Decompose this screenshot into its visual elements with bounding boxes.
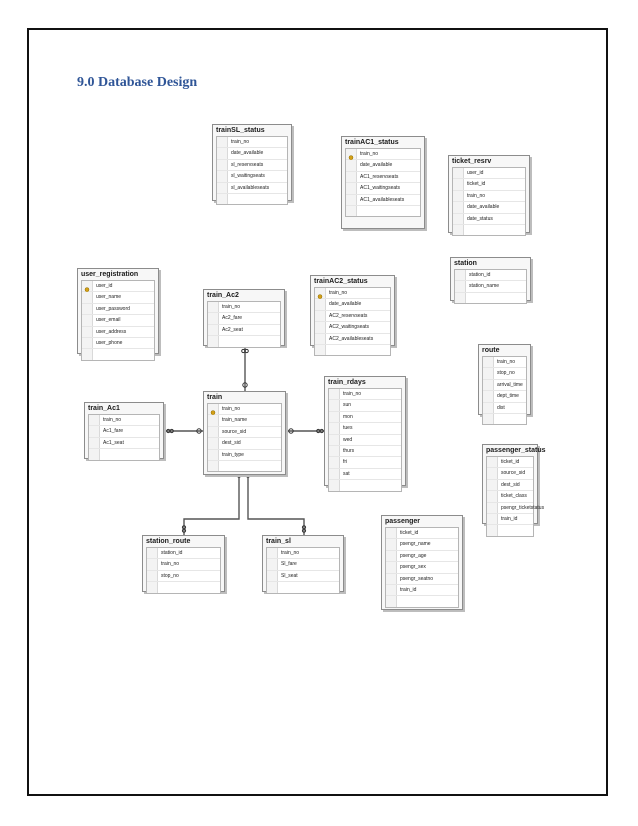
row-selector (82, 304, 93, 314)
row-selector (217, 160, 228, 170)
row-selector (315, 322, 326, 332)
column-name: sl_waitingseats (231, 173, 265, 180)
column-name: train_id (400, 586, 417, 593)
column-row[interactable] (208, 325, 280, 336)
table-trainac1-status[interactable] (341, 136, 425, 229)
column-name: dest_sid (222, 440, 241, 447)
column-name: train_id (501, 515, 518, 522)
table-passenger[interactable] (381, 515, 463, 610)
row-selector (315, 334, 326, 344)
column-name: train_no (360, 151, 379, 157)
table-user-registration[interactable] (77, 268, 159, 354)
column-name: source_sid (222, 428, 247, 435)
column-row[interactable] (487, 514, 533, 525)
column-row[interactable] (483, 368, 526, 379)
row-selector (147, 571, 158, 581)
column-row[interactable] (483, 403, 526, 414)
row-selector (455, 281, 466, 291)
column-name: user_id (467, 170, 484, 176)
table-title: ticket_resrv (452, 158, 492, 165)
table-columns (314, 287, 391, 356)
column-name: date_available (329, 301, 362, 308)
row-selector (483, 380, 494, 390)
column-name: train_no (467, 192, 486, 199)
table-columns (385, 527, 459, 608)
column-name: AC2_waitingseats (329, 324, 370, 331)
column-row[interactable] (455, 270, 526, 281)
empty-row[interactable] (315, 345, 390, 355)
empty-row[interactable] (329, 480, 401, 490)
row-selector (208, 427, 219, 437)
column-name: Sl_fare (281, 561, 297, 568)
empty-row[interactable] (346, 206, 420, 216)
table-train-ac1[interactable] (84, 402, 164, 459)
row-selector (329, 423, 340, 433)
column-row[interactable] (267, 559, 339, 570)
column-name: psengr_ticketstatus (501, 504, 545, 511)
row-selector (267, 559, 278, 569)
column-name: date_available (360, 162, 393, 169)
column-row[interactable] (346, 195, 420, 206)
column-row[interactable] (453, 191, 525, 202)
column-name: sun (343, 402, 352, 409)
column-name: date_available (231, 150, 264, 157)
row-selector (386, 562, 397, 572)
table-ticket-resrv[interactable] (448, 155, 530, 233)
row-selector (487, 480, 498, 490)
table-trainsl-status[interactable] (212, 124, 292, 201)
column-row[interactable] (346, 149, 420, 160)
column-row[interactable] (82, 338, 154, 349)
primary-key-icon (316, 289, 324, 297)
table-columns (207, 403, 282, 472)
row-selector (487, 514, 498, 524)
column-name: station_name (469, 283, 500, 290)
column-row[interactable] (453, 168, 525, 179)
column-row[interactable] (315, 334, 390, 345)
column-row[interactable] (453, 202, 525, 213)
column-name: wed (343, 436, 353, 443)
row-selector (329, 389, 340, 399)
column-name: psengr_sex (400, 564, 426, 571)
column-row[interactable] (82, 304, 154, 315)
column-name: dist (497, 404, 505, 411)
column-name: user_id (96, 283, 113, 289)
table-title: user_registration (81, 271, 139, 278)
table-title: trainAC1_status (345, 139, 399, 146)
column-name: Ac1_seat (103, 439, 124, 446)
column-row[interactable] (487, 491, 533, 502)
relation-line-train-sl[interactable] (248, 476, 304, 535)
column-name: arrival_time (497, 381, 523, 388)
infinity-icon (242, 349, 249, 352)
column-row[interactable] (453, 179, 525, 190)
table-columns (216, 136, 288, 205)
table-columns (482, 356, 527, 425)
table-title: train_rdays (328, 379, 366, 386)
table-title: passenger (385, 518, 421, 525)
column-row[interactable] (82, 315, 154, 326)
table-passenger-status[interactable] (482, 444, 546, 524)
row-selector (346, 195, 357, 205)
row-selector (217, 194, 228, 204)
column-row[interactable] (487, 503, 545, 514)
column-row[interactable] (82, 292, 154, 303)
row-selector (82, 327, 93, 337)
row-selector (453, 214, 464, 224)
column-name: train_no (231, 139, 250, 145)
column-name: tues (343, 425, 353, 432)
column-row[interactable] (386, 562, 458, 573)
table-columns (486, 456, 545, 537)
column-name: dept_time (497, 393, 519, 400)
column-row[interactable] (487, 480, 533, 491)
row-selector (487, 491, 498, 501)
column-name: ticket_id (501, 459, 520, 465)
row-selector (346, 172, 357, 182)
column-name: psengr_seatno (400, 575, 434, 582)
row-selector (217, 148, 228, 158)
row-selector (329, 446, 340, 456)
row-selector (208, 336, 219, 346)
column-row[interactable] (386, 574, 458, 585)
table-title: station (454, 260, 477, 267)
table-title: station_route (146, 538, 191, 545)
column-name: user_email (96, 317, 121, 324)
column-row[interactable] (329, 435, 401, 446)
row-selector (386, 574, 397, 584)
column-name: train_no (281, 550, 300, 556)
row-selector (147, 548, 158, 558)
column-name: source_sid (501, 470, 526, 477)
column-row[interactable] (208, 415, 281, 426)
table-train-rdays[interactable] (324, 376, 406, 486)
table-title: trainAC2_status (314, 278, 368, 285)
column-row[interactable] (147, 571, 220, 582)
row-selector (329, 412, 340, 422)
column-name: stop_no (497, 370, 515, 377)
column-name: train_no (222, 406, 241, 412)
column-row[interactable] (267, 548, 339, 559)
column-row[interactable] (483, 391, 526, 402)
column-name: user_password (96, 305, 130, 312)
column-name: AC2_reservseats (329, 312, 368, 319)
column-row[interactable] (455, 281, 526, 292)
row-selector (483, 403, 494, 413)
column-name: train_no (222, 304, 241, 310)
row-selector (453, 168, 464, 178)
row-selector (208, 313, 219, 323)
empty-row[interactable] (147, 582, 220, 592)
row-selector (487, 468, 498, 478)
column-name: date_available (467, 204, 500, 211)
column-name: AC1_reservseats (360, 173, 399, 180)
column-name: psengr_age (400, 552, 427, 559)
column-name: sat (343, 470, 350, 477)
empty-row[interactable] (267, 582, 339, 592)
empty-row[interactable] (455, 293, 526, 303)
column-name: sl_reservseats (231, 161, 264, 168)
page-title: 9.0 Database Design (77, 75, 198, 90)
table-trainac2-status[interactable] (310, 275, 395, 346)
row-selector (217, 137, 228, 147)
row-selector (208, 461, 219, 471)
column-row[interactable] (208, 404, 281, 415)
row-selector (267, 582, 278, 592)
column-name: train_no (343, 391, 362, 397)
column-row[interactable] (386, 528, 458, 539)
table-station-route[interactable] (142, 535, 225, 592)
column-row[interactable] (346, 172, 420, 183)
column-row[interactable] (386, 585, 458, 596)
empty-row[interactable] (453, 225, 525, 235)
column-name: user_name (96, 294, 122, 301)
row-selector (487, 525, 498, 535)
primary-key-icon (83, 282, 91, 290)
column-row[interactable] (208, 313, 280, 324)
row-selector (329, 457, 340, 467)
row-selector (346, 160, 357, 170)
row-selector (89, 426, 100, 436)
column-row[interactable] (329, 469, 401, 480)
column-name: user_phone (96, 339, 123, 346)
row-selector (82, 292, 93, 302)
column-row[interactable] (453, 214, 525, 225)
row-selector (217, 183, 228, 193)
relation-line-train-station-route[interactable] (184, 476, 239, 535)
table-columns (146, 547, 221, 594)
column-row[interactable] (329, 446, 401, 457)
row-selector (89, 438, 100, 448)
row-selector (315, 299, 326, 309)
column-row[interactable] (487, 468, 533, 479)
column-name: station_id (469, 272, 491, 278)
column-row[interactable] (82, 281, 154, 292)
column-row[interactable] (346, 160, 420, 171)
row-selector (267, 548, 278, 558)
column-name: train_no (329, 290, 348, 296)
column-row[interactable] (315, 288, 390, 299)
column-name: sl_availableseats (231, 184, 270, 191)
row-selector (208, 438, 219, 448)
empty-row[interactable] (386, 596, 458, 606)
column-row[interactable] (208, 450, 281, 461)
row-selector (267, 571, 278, 581)
column-name: date_status (467, 215, 493, 222)
row-selector (455, 270, 466, 280)
column-name: AC1_waitingseats (360, 185, 401, 192)
table-columns (81, 280, 155, 361)
column-row[interactable] (89, 415, 159, 426)
row-selector (329, 480, 340, 490)
column-row[interactable] (329, 389, 401, 400)
column-row[interactable] (386, 551, 458, 562)
table-route[interactable] (478, 344, 531, 415)
column-row[interactable] (208, 427, 281, 438)
table-title: route (482, 347, 500, 354)
column-row[interactable] (267, 571, 339, 582)
column-row[interactable] (217, 137, 287, 148)
row-selector (82, 349, 93, 359)
empty-row[interactable] (487, 525, 533, 535)
column-row[interactable] (329, 412, 401, 423)
column-name: thurs (343, 447, 355, 454)
row-selector (82, 338, 93, 348)
table-title: train (207, 394, 223, 401)
table-title: train_Ac1 (88, 405, 120, 412)
column-name: train_no (103, 417, 122, 423)
column-name: train_no (497, 359, 516, 365)
empty-row[interactable] (208, 336, 280, 346)
column-name: fri (343, 459, 348, 466)
column-name: user_address (96, 328, 127, 335)
row-selector (453, 191, 464, 201)
row-selector (483, 414, 494, 424)
table-title: trainSL_status (216, 127, 265, 134)
row-selector (386, 585, 397, 595)
column-row[interactable] (208, 438, 281, 449)
table-title: train_sl (266, 538, 291, 545)
column-row[interactable] (217, 160, 287, 171)
column-row[interactable] (315, 311, 390, 322)
empty-row[interactable] (208, 461, 281, 471)
table-columns (88, 414, 160, 461)
column-row[interactable] (386, 539, 458, 550)
table-train-ac2[interactable] (203, 289, 285, 346)
row-selector (453, 202, 464, 212)
row-selector (346, 206, 357, 216)
column-row[interactable] (329, 400, 401, 411)
column-name: ticket_class (501, 493, 527, 500)
row-selector (329, 400, 340, 410)
row-selector (329, 435, 340, 445)
column-row[interactable] (329, 423, 401, 434)
row-selector (208, 415, 219, 425)
row-selector (386, 596, 397, 606)
row-selector (147, 582, 158, 592)
table-columns (452, 167, 526, 236)
row-selector (208, 325, 219, 335)
column-name: ticket_id (400, 530, 419, 536)
column-row[interactable] (483, 357, 526, 368)
column-name: station_id (161, 550, 183, 556)
column-row[interactable] (89, 426, 159, 437)
table-station[interactable] (450, 257, 531, 301)
table-columns (328, 388, 402, 492)
column-name: Sl_seat (281, 572, 298, 579)
row-selector (453, 179, 464, 189)
table-title: train_Ac2 (207, 292, 239, 299)
column-name: stop_no (161, 572, 179, 579)
table-columns (207, 301, 281, 348)
column-name: AC2_availableseats (329, 335, 374, 342)
column-name: psengr_name (400, 541, 431, 548)
column-name: Ac1_fare (103, 428, 124, 435)
row-selector (386, 539, 397, 549)
row-selector (483, 368, 494, 378)
column-row[interactable] (82, 327, 154, 338)
column-row[interactable] (208, 302, 280, 313)
row-selector (487, 457, 498, 467)
column-row[interactable] (89, 438, 159, 449)
column-row[interactable] (217, 148, 287, 159)
table-columns (454, 269, 527, 304)
row-selector (217, 171, 228, 181)
row-selector (487, 503, 498, 513)
row-selector (453, 225, 464, 235)
column-name: Ac2_seat (222, 326, 243, 333)
table-train[interactable] (203, 391, 286, 475)
column-name: train_no (161, 561, 180, 568)
row-selector (208, 450, 219, 460)
row-selector (82, 315, 93, 325)
column-row[interactable] (315, 299, 390, 310)
row-selector (329, 469, 340, 479)
column-name: train_name (222, 417, 248, 424)
column-name: AC1_availableseats (360, 196, 405, 203)
row-selector (315, 311, 326, 321)
primary-key-icon (347, 150, 355, 158)
column-row[interactable] (315, 322, 390, 333)
row-selector (483, 391, 494, 401)
table-columns (345, 148, 421, 217)
column-row[interactable] (217, 183, 287, 194)
row-selector (455, 293, 466, 303)
column-row[interactable] (487, 457, 533, 468)
row-selector (483, 357, 494, 367)
empty-row[interactable] (89, 449, 159, 459)
table-train-sl[interactable] (262, 535, 344, 592)
empty-row[interactable] (483, 414, 526, 424)
row-selector (147, 559, 158, 569)
primary-key-icon (209, 405, 217, 413)
column-name: Ac2_fare (222, 315, 243, 322)
table-title: passenger_status (486, 447, 546, 454)
column-row[interactable] (329, 457, 401, 468)
table-columns (266, 547, 340, 594)
column-row[interactable] (217, 171, 287, 182)
column-row[interactable] (147, 548, 220, 559)
row-selector (89, 415, 100, 425)
row-selector (208, 302, 219, 312)
column-name: dest_sid (501, 481, 520, 488)
row-selector (315, 345, 326, 355)
column-name: mon (343, 413, 353, 420)
row-selector (89, 449, 100, 459)
column-row[interactable] (346, 183, 420, 194)
column-row[interactable] (483, 380, 526, 391)
empty-row[interactable] (217, 194, 287, 204)
empty-row[interactable] (82, 349, 154, 359)
row-selector (346, 183, 357, 193)
column-row[interactable] (147, 559, 220, 570)
column-name: ticket_id (467, 181, 486, 188)
row-selector (386, 551, 397, 561)
row-selector (386, 528, 397, 538)
column-name: train_type (222, 451, 244, 458)
